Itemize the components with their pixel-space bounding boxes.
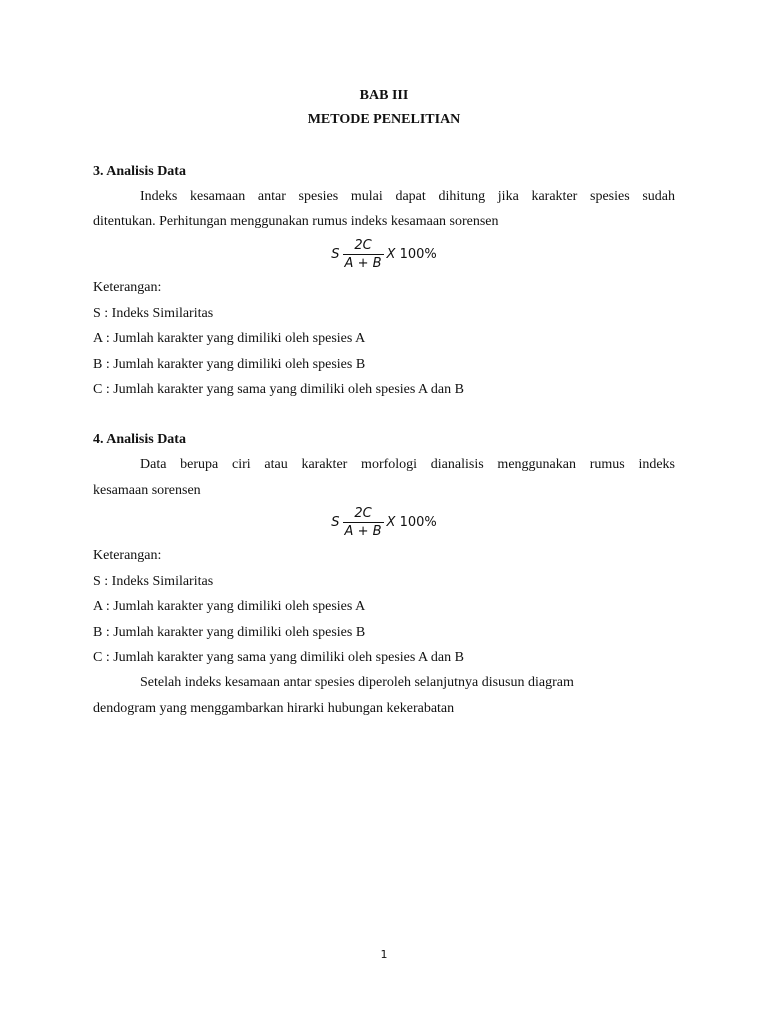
section-3-paragraph-line-2: ditentukan. Perhitungan menggunakan rumus indeks kesamaan sorensen bbox=[93, 214, 499, 229]
formula-numerator: 2C bbox=[354, 506, 372, 521]
page-number: 1 bbox=[380, 948, 388, 961]
section-4-item-a: A : Jumlah karakter yang dimiliki oleh spesies A bbox=[93, 599, 366, 614]
formula-lhs: S bbox=[331, 515, 340, 530]
section-3-item-b: B : Jumlah karakter yang dimiliki oleh spesies B bbox=[93, 357, 366, 372]
formula-numerator: 2C bbox=[354, 238, 372, 253]
section-4-closing-line-1: Setelah indeks kesamaan antar spesies diperoleh selanjutnya disusun diagram bbox=[140, 675, 574, 690]
formula-fraction bbox=[343, 238, 384, 271]
section-4-closing-line-2: dendogram yang menggambarkan hirarki hubungan kekerabatan bbox=[93, 701, 455, 716]
section-3-heading: 3. Analisis Data bbox=[93, 164, 186, 179]
section-4-heading: 4. Analisis Data bbox=[93, 432, 186, 447]
formula-fraction bbox=[343, 506, 384, 539]
chapter-label: BAB III bbox=[359, 88, 409, 103]
section-3-sorensen-formula bbox=[0, 238, 768, 271]
formula-percent: 100% bbox=[399, 515, 437, 530]
section-4-paragraph-line-1: Data berupa ciri atau karakter morfologi dianalisis menggunakan rumus indeks bbox=[140, 457, 675, 472]
formula-lhs: S bbox=[331, 247, 340, 262]
section-3-keterangan: Keterangan: bbox=[93, 280, 162, 295]
section-3-item-s: S : Indeks Similaritas bbox=[93, 306, 214, 321]
section-4-sorensen-formula bbox=[0, 506, 768, 539]
section-4-item-s: S : Indeks Similaritas bbox=[93, 574, 214, 589]
section-4-item-b: B : Jumlah karakter yang dimiliki oleh spesies B bbox=[93, 625, 366, 640]
section-4-item-c: C : Jumlah karakter yang sama yang dimiliki oleh spesies A dan B bbox=[93, 650, 464, 665]
formula-times: X bbox=[386, 247, 396, 262]
section-3-item-c: C : Jumlah karakter yang sama yang dimiliki oleh spesies A dan B bbox=[93, 382, 464, 397]
section-4-paragraph-line-2: kesamaan sorensen bbox=[93, 483, 201, 498]
formula-denominator: A + B bbox=[344, 524, 382, 539]
section-3-paragraph-line-1: Indeks kesamaan antar spesies mulai dapat dihitung jika karakter spesies sudah bbox=[140, 189, 675, 204]
section-3-item-a: A : Jumlah karakter yang dimiliki oleh spesies A bbox=[93, 331, 366, 346]
formula-times: X bbox=[386, 515, 396, 530]
formula-denominator: A + B bbox=[344, 256, 382, 271]
formula-percent: 100% bbox=[399, 247, 437, 262]
section-4-keterangan: Keterangan: bbox=[93, 548, 162, 563]
chapter-title: METODE PENELITIAN bbox=[307, 112, 461, 127]
